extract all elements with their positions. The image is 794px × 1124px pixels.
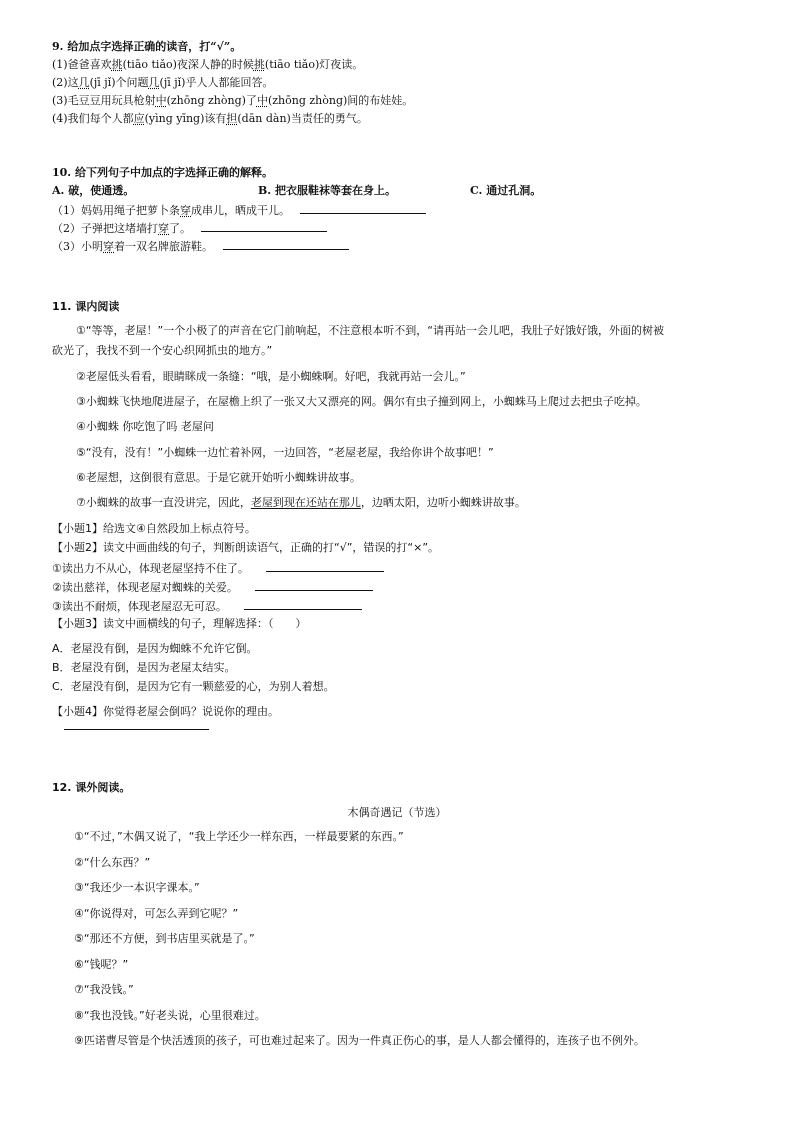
q9-item-3-mid: (zhōng zhòng)了	[166, 94, 257, 107]
q12-subtitle: 木偶奇遇记（节选）	[347, 806, 447, 819]
q11-subq-2-item-2-text: ②读出慈祥，体现老屋对蜘蛛的关爱。	[52, 581, 238, 594]
q12-para-5: ⑤“那还不方便，到书店里买就是了。”	[74, 932, 255, 945]
q11-para-7-pre: ⑦小蜘蛛的故事一直没讲完，因此，	[76, 496, 251, 509]
q12-para-8: ⑧“我也没钱。”好老头说，心里很难过。	[74, 1009, 266, 1022]
q11-subq-3-option-b: B．老屋没有倒，是因为老屋太结实。	[52, 661, 236, 674]
q12-para-1: ①“不过，”木偶又说了，“我上学还少一样东西，一样最要紧的东西。”	[74, 830, 404, 843]
q11-subq-2-item-3	[52, 598, 362, 614]
q11-subq-4-answer-blank[interactable]	[64, 729, 209, 730]
q10-option-b: B. 把衣服鞋袜等套在身上。	[258, 184, 396, 197]
q9-item-4-char2: 担	[226, 112, 238, 125]
q11-subq-2-item-1-blank[interactable]	[266, 560, 384, 572]
q11-para-7	[76, 496, 526, 510]
q9-item-4-mid: (yìng yīng)该有	[144, 112, 227, 125]
q11-para-1a: ①“等等，老屋！”一个小极了的声音在它门前响起，不注意根本听不到，“请再站一会儿吧，我肚子好饿好饿，外面的树被	[76, 324, 664, 337]
q9-item-4-char: 应	[133, 112, 145, 125]
q9-item-2-char2: 几	[148, 76, 160, 89]
q9-item-2-post: (jī jǐ)乎人人都能回答。	[159, 76, 274, 89]
q11-subq-3: 【小题3】读文中画横线的句子，理解选择：（ ）	[52, 617, 307, 630]
q9-item-3	[52, 94, 413, 108]
q12-para-4: ④“你说得对，可怎么弄到它呢？”	[74, 907, 239, 920]
q9-item-4-post: (dān dàn)当责任的勇气。	[237, 112, 368, 125]
q10-item-2-pre: （2）子弹把这堵墙打	[52, 222, 158, 235]
q12-para-6: ⑥“钱呢？”	[74, 958, 129, 971]
q12-para-7: ⑦“我没钱。”	[74, 983, 134, 996]
q9-item-4	[52, 112, 368, 126]
q10-item-3-answer-blank[interactable]	[223, 238, 349, 250]
q11-subq-2-item-2-blank[interactable]	[255, 579, 373, 591]
q10-item-1-post: 成串儿，晒成干儿。	[191, 204, 290, 217]
q11-para-3: ③小蜘蛛飞快地爬进屋子，在屋檐上织了一张又大又漂亮的网。偶尔有虫子撞到网上，小蜘蛛马上爬过去把虫子吃掉。	[76, 395, 647, 408]
q11-subq-2-item-1	[52, 560, 384, 576]
q9-item-3-char: 中	[155, 94, 167, 107]
q9-item-2-char: 几	[78, 76, 90, 89]
q11-subq-2-item-2	[52, 579, 373, 595]
q11-para-6: ⑥老屋想，这倒很有意思。于是它就开始听小蜘蛛讲故事。	[76, 471, 361, 484]
q11-subq-1: 【小题1】给选文④自然段加上标点符号。	[52, 522, 256, 535]
q9-item-1-mid: (tiāo tiǎo)夜深人静的时候	[122, 58, 254, 71]
q10-item-2-char: 穿	[158, 222, 169, 235]
q9-title: 9. 给加点字选择正确的读音，打“√”。	[52, 40, 242, 53]
q9-item-4-pre: (4)我们每个人都	[52, 112, 134, 125]
q12-para-9: ⑨匹诺曹尽管是个快活透顶的孩子，可也难过起来了。因为一件真正伤心的事，是人人都会懂得的，连孩子也不例外。	[74, 1034, 645, 1047]
q10-item-1-char: 穿	[180, 204, 191, 217]
q11-para-2: ②老屋低头看看，眼睛眯成一条缝：“哦，是小蜘蛛啊。好吧，我就再站一会儿。”	[76, 370, 466, 383]
q10-item-3	[52, 238, 349, 254]
q9-item-2-pre: (2)这	[52, 76, 79, 89]
q11-para-7-post: ，边晒太阳，边听小蜘蛛讲故事。	[360, 496, 526, 509]
q11-subq-2-item-3-text: ③读出不耐烦，体现老屋忍无可忍。	[52, 600, 227, 613]
q9-item-3-post: (zhōng zhòng)间的布娃娃。	[267, 94, 414, 107]
q10-option-a: A. 破，使通透。	[52, 184, 135, 197]
q11-para-4: ④小蜘蛛 你吃饱了吗 老屋问	[76, 420, 214, 433]
q10-item-2-answer-blank[interactable]	[201, 220, 327, 232]
q9-item-2-mid: (jī jǐ)个问题	[89, 76, 149, 89]
q10-item-3-pre: （3）小明	[52, 240, 103, 253]
q11-title: 11. 课内阅读	[52, 300, 120, 313]
q11-subq-2-item-1-text: ①读出力不从心，体现老屋坚持不住了。	[52, 562, 249, 575]
q9-item-1-char: 挑	[111, 58, 123, 71]
q10-title: 10. 给下列句子中加点的字选择正确的解释。	[52, 166, 273, 179]
q10-item-3-post: 着一双名牌旅游鞋。	[114, 240, 213, 253]
q10-item-1	[52, 202, 426, 218]
q11-para-1b: 砍光了，我找不到一个安心织网抓虫的地方。”	[52, 344, 273, 357]
q9-item-1-char2: 挑	[253, 58, 265, 71]
q9-item-2	[52, 76, 273, 90]
q11-subq-2: 【小题2】读文中画曲线的句子，判断朗读语气，正确的打“√”，错误的打“×”。	[52, 541, 440, 554]
q11-subq-2-item-3-blank[interactable]	[244, 598, 362, 610]
q12-para-2: ②“什么东西？”	[74, 856, 151, 869]
q10-item-2	[52, 220, 327, 236]
q9-item-1	[52, 58, 363, 72]
q11-para-5: ⑤“没有，没有！”小蜘蛛一边忙着补网，一边回答，“老屋老屋，我给你讲个故事吧！”	[76, 446, 494, 459]
q9-item-3-char2: 中	[256, 94, 268, 107]
q10-item-1-pre: （1）妈妈用绳子把萝卜条	[52, 204, 180, 217]
q12-para-3: ③“我还少一本识字课本。”	[74, 881, 200, 894]
q9-item-1-pre: (1)爸爸喜欢	[52, 58, 112, 71]
q11-para-7-underlined: 老屋到现在还站在那儿	[250, 496, 361, 509]
q11-subq-3-option-c: C．老屋没有倒，是因为它有一颗慈爱的心，为别人着想。	[52, 680, 335, 693]
q11-subq-4: 【小题4】你觉得老屋会倒吗？说说你的理由。	[52, 705, 279, 718]
q9-item-1-post: (tiāo tiǎo)灯夜读。	[264, 58, 364, 71]
q12-title: 12. 课外阅读。	[52, 781, 131, 794]
q9-item-3-pre: (3)毛豆豆用玩具枪射	[52, 94, 156, 107]
q10-item-1-answer-blank[interactable]	[300, 202, 426, 214]
q10-option-c: C. 通过孔洞。	[470, 184, 542, 197]
q10-item-2-post: 了。	[169, 222, 191, 235]
q11-subq-3-option-a: A．老屋没有倒，是因为蜘蛛不允许它倒。	[52, 642, 258, 655]
q10-item-3-char: 穿	[103, 240, 114, 253]
